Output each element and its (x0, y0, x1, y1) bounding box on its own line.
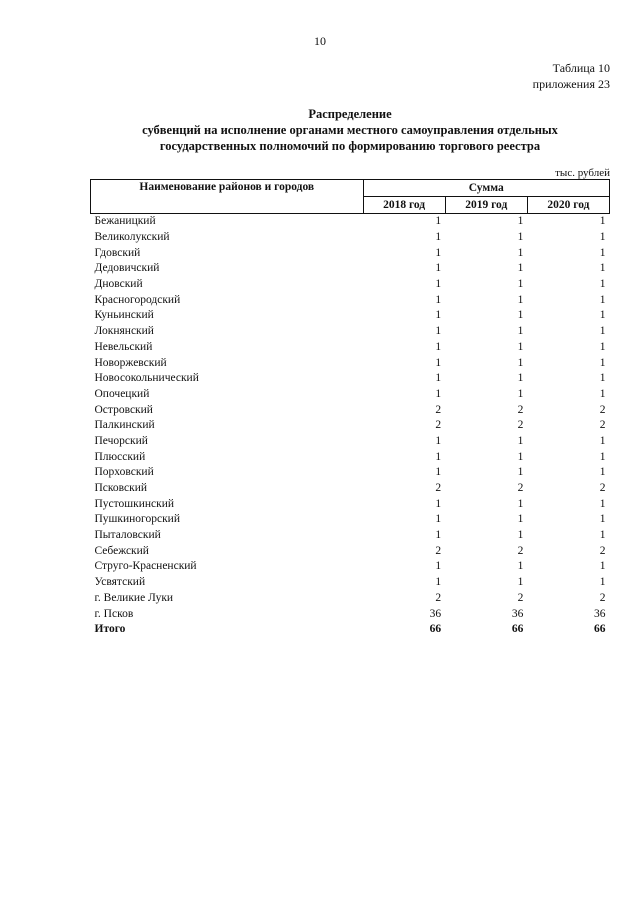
district-name: Дедовичский (94, 262, 160, 275)
value-2020: 2 (599, 403, 606, 416)
district-name: Палкинский (94, 419, 155, 432)
table-row (91, 559, 610, 575)
district-name: Пушкиногорский (94, 513, 180, 526)
distribution-table (90, 179, 610, 638)
value-2020: 1 (599, 466, 606, 479)
value-2019: 2 (517, 482, 524, 495)
header-year-2019: 2019 год (445, 197, 527, 214)
district-name: Усвятский (94, 576, 146, 589)
value-2019: 2 (517, 419, 524, 432)
value-2018: 36 (429, 607, 442, 620)
district-name: Опочецкий (94, 387, 150, 400)
value-2018: 1 (435, 466, 442, 479)
district-name: Локнянский (94, 325, 154, 338)
header-name-column: Наименование районов и городов (91, 180, 364, 214)
value-2019: 1 (517, 466, 524, 479)
value-2018: 1 (435, 262, 442, 275)
value-2019: 1 (517, 387, 524, 400)
header-year-2020: 2020 год (527, 197, 609, 214)
district-name: Куньинский (94, 309, 154, 322)
district-name: Великолукский (94, 231, 170, 244)
total-value-2018: 66 (429, 623, 442, 636)
units-label: тыс. рублей (555, 167, 610, 179)
table-row (91, 261, 610, 277)
value-2018: 1 (435, 231, 442, 244)
value-2018: 1 (435, 340, 442, 353)
district-name: Гдовский (94, 246, 141, 259)
value-2018: 2 (435, 419, 442, 432)
table-row (91, 512, 610, 528)
table-row (91, 606, 610, 622)
value-2020: 1 (599, 246, 606, 259)
district-name: Себежский (94, 544, 149, 557)
table-row (91, 214, 610, 230)
value-2018: 2 (435, 403, 442, 416)
value-2018: 1 (435, 497, 442, 510)
value-2020: 1 (599, 340, 606, 353)
table-row (91, 277, 610, 293)
value-2020: 1 (599, 560, 606, 573)
value-2019: 1 (517, 356, 524, 369)
value-2018: 2 (435, 591, 442, 604)
value-2018: 1 (435, 325, 442, 338)
value-2020: 1 (599, 576, 606, 589)
table-row (91, 481, 610, 497)
district-name: г. Псков (94, 607, 134, 620)
value-2020: 1 (599, 215, 606, 228)
total-value-2019: 66 (511, 623, 524, 636)
value-2020: 1 (599, 278, 606, 291)
value-2019: 1 (517, 278, 524, 291)
value-2019: 1 (517, 497, 524, 510)
table-row (91, 245, 610, 261)
table-reference (533, 60, 610, 92)
district-name: Новосокольнический (94, 372, 199, 385)
value-2020: 2 (599, 482, 606, 495)
table-row (91, 434, 610, 450)
table-row (91, 371, 610, 387)
value-2020: 1 (599, 513, 606, 526)
district-name: Плюсский (94, 450, 146, 463)
value-2019: 1 (517, 215, 524, 228)
district-name: г. Великие Луки (94, 591, 174, 604)
table-row (91, 308, 610, 324)
value-2019: 1 (517, 513, 524, 526)
total-label: Итого (94, 623, 126, 636)
value-2020: 1 (599, 231, 606, 244)
table-label: Таблица 10 (552, 61, 610, 75)
document-title (60, 106, 640, 154)
value-2020: 1 (599, 497, 606, 510)
page-number: 10 (314, 34, 326, 48)
value-2018: 1 (435, 450, 442, 463)
title-line-1: Распределение (308, 107, 392, 121)
value-2020: 1 (599, 434, 606, 447)
value-2018: 1 (435, 529, 442, 542)
total-row (91, 622, 610, 638)
value-2020: 2 (599, 419, 606, 432)
value-2020: 36 (594, 607, 606, 620)
table-row (91, 418, 610, 434)
value-2020: 1 (599, 529, 606, 542)
value-2020: 2 (599, 591, 606, 604)
value-2018: 2 (435, 482, 442, 495)
value-2019: 1 (517, 231, 524, 244)
district-name: Красногородский (94, 293, 181, 306)
district-name: Печорский (94, 434, 148, 447)
district-name: Островский (94, 403, 153, 416)
value-2020: 1 (599, 356, 606, 369)
district-name: Дновский (94, 278, 143, 291)
value-2018: 1 (435, 293, 442, 306)
value-2019: 2 (517, 591, 524, 604)
district-name: Порховский (94, 466, 154, 479)
table-row (91, 496, 610, 512)
header-year-2018: 2018 год (363, 197, 445, 214)
value-2018: 1 (435, 372, 442, 385)
table-row (91, 591, 610, 607)
value-2019: 2 (517, 403, 524, 416)
district-name: Невельский (94, 340, 153, 353)
value-2020: 1 (599, 372, 606, 385)
value-2019: 1 (517, 372, 524, 385)
header-sum: Сумма (363, 180, 609, 197)
value-2020: 1 (599, 293, 606, 306)
value-2019: 36 (511, 607, 524, 620)
value-2018: 1 (435, 278, 442, 291)
table-row (91, 340, 610, 356)
value-2019: 1 (517, 325, 524, 338)
district-name: Псковский (94, 482, 148, 495)
value-2019: 1 (517, 576, 524, 589)
value-2018: 1 (435, 576, 442, 589)
district-name: Новоржевский (94, 356, 167, 369)
value-2020: 1 (599, 325, 606, 338)
value-2019: 1 (517, 340, 524, 353)
value-2018: 1 (435, 513, 442, 526)
district-name: Пустошкинский (94, 497, 175, 510)
total-value-2020: 66 (594, 623, 606, 636)
value-2018: 2 (435, 544, 442, 557)
value-2018: 1 (435, 387, 442, 400)
value-2020: 1 (599, 309, 606, 322)
value-2019: 1 (517, 450, 524, 463)
table-row (91, 324, 610, 340)
value-2019: 1 (517, 262, 524, 275)
table-row (91, 292, 610, 308)
title-line-2: субвенций на исполнение органами местного самоуправления отдельных (142, 123, 558, 137)
table-row (91, 387, 610, 403)
appendix-label: приложения 23 (532, 77, 610, 91)
value-2019: 1 (517, 309, 524, 322)
value-2020: 1 (599, 387, 606, 400)
value-2019: 2 (517, 544, 524, 557)
value-2018: 1 (435, 215, 442, 228)
table-row (91, 355, 610, 371)
table-row (91, 449, 610, 465)
value-2019: 1 (517, 246, 524, 259)
value-2018: 1 (435, 560, 442, 573)
value-2019: 1 (517, 293, 524, 306)
table-body (91, 214, 610, 638)
value-2018: 1 (435, 309, 442, 322)
value-2018: 1 (435, 246, 442, 259)
district-name: Пыталовский (94, 529, 161, 542)
value-2020: 1 (599, 262, 606, 275)
value-2019: 1 (517, 434, 524, 447)
table-row (91, 230, 610, 246)
title-line-3: государственных полномочий по формированию торгового реестра (159, 139, 541, 153)
value-2020: 1 (599, 450, 606, 463)
table-row (91, 543, 610, 559)
table-row (91, 528, 610, 544)
value-2018: 1 (435, 434, 442, 447)
district-name: Струго-Красненский (94, 560, 197, 573)
table-row (91, 402, 610, 418)
value-2018: 1 (435, 356, 442, 369)
value-2019: 1 (517, 560, 524, 573)
value-2020: 2 (599, 544, 606, 557)
value-2019: 1 (517, 529, 524, 542)
table-row (91, 465, 610, 481)
table-row (91, 575, 610, 591)
district-name: Бежаницкий (94, 215, 156, 228)
